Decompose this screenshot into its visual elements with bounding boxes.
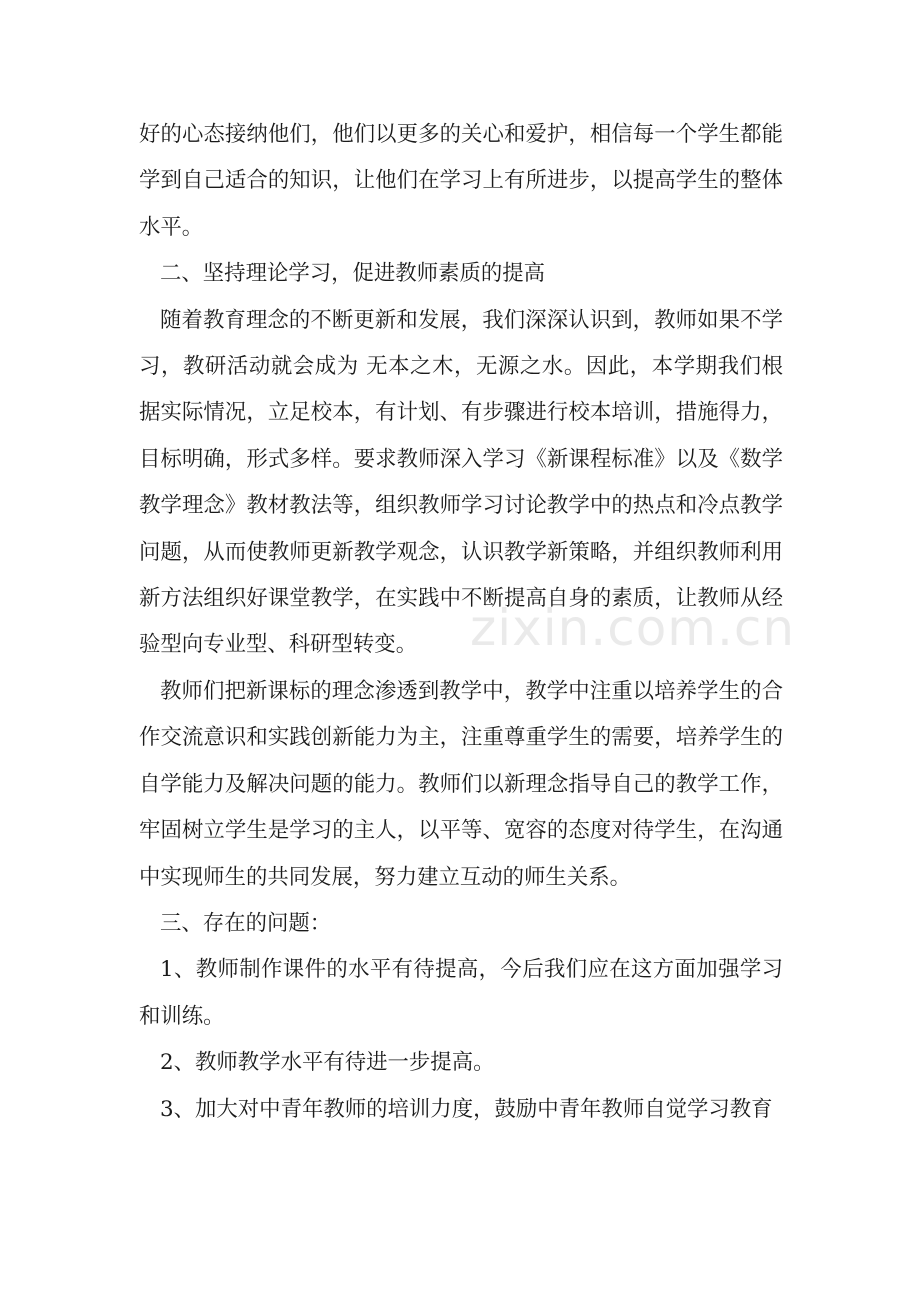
paragraph-theory-study: 随着教育理念的不断更新和发展，我们深深认识到，教师如果不学习，教研活动就会成为 无本之木，无源之水。因此，本学期我们根据实际情况，立足校本，有计划、有步骤进行校本培训，措施得力，目标明确，形式多样。要求教师深入学习《新课程标准》以及《数学教学理念》教材教法等，组织教师学习讨论教学中的热点和冷点教学问题，从而使教师更新教学观念，认识教学新策略，并组织教师利用新方法组织好课堂教学，在实践中不断提高自身的素质，让教师从经验型向专业型、科研型转变。	[139, 307, 783, 658]
document-body	[139, 112, 783, 1133]
heading-section-two: 二、坚持理论学习，促进教师素质的提高	[160, 261, 546, 287]
watermark-text: zixin.com.cn	[470, 599, 796, 657]
paragraph-intro-continuation: 好的心态接纳他们，他们以更多的关心和爱护，相信每一个学生都能学到自己适合的知识，让他们在学习上有所进步，以提高学生的整体水平。	[139, 122, 783, 240]
paragraph-new-curriculum: 教师们把新课标的理念渗透到教学中，教学中注重以培养学生的合作交流意识和实践创新能力为主，注重尊重学生的需要，培养学生的自学能力及解决问题的能力。教师们以新理念指导自己的教学工作，牢固树立学生是学习的主人，以平等、宽容的态度对待学生，在沟通中实现师生的共同发展，努力建立互动的师生关系。	[139, 678, 783, 890]
list-item-problem-2: 2、教师教学水平有待进一步提高。	[160, 1050, 495, 1076]
heading-section-three: 三、存在的问题：	[160, 910, 332, 936]
list-item-problem-3: 3、加大对中青年教师的培训力度，鼓励中青年教师自觉学习教育	[160, 1096, 773, 1122]
list-item-problem-1: 1、教师制作课件的水平有待提高，今后我们应在这方面加强学习和训练。	[139, 957, 783, 1029]
